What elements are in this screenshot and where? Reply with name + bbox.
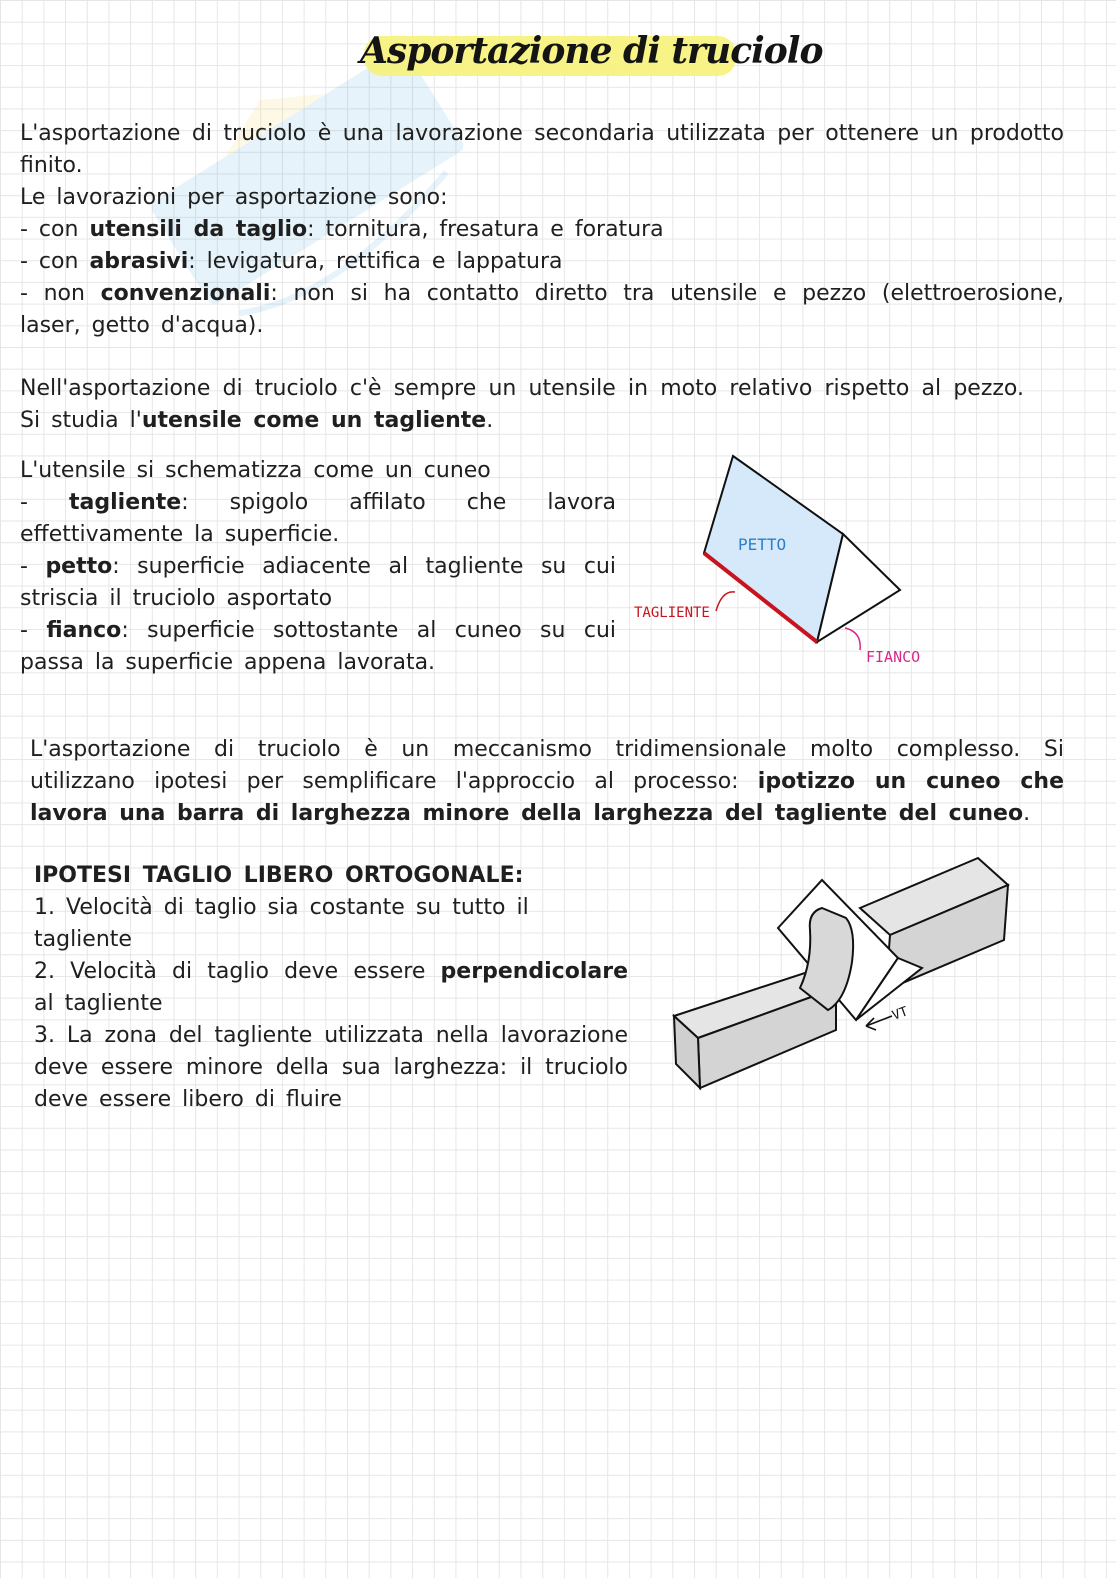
- intro-section: [20, 118, 1064, 342]
- hypothesis-item-2: 2. Velocità di taglio deve essere perpendicolare al tagliente: [34, 959, 628, 1016]
- title-highlight: [360, 24, 823, 84]
- intro-line1: L'asportazione di truciolo è una lavorazione secondaria utilizzata per ottenere un prodotto finito.: [20, 121, 1064, 178]
- wedge-item-fianco: - fianco: superficie sottostante al cuneo su cui passa la superficie appena lavorata.: [20, 618, 617, 675]
- mechanism-paragraph: L'asportazione di truciolo è un meccanismo tridimensionale molto complesso. Si utilizzano ipotesi per semplificare l'approccio al processo: ipotizzo un cuneo che lavora una barra di larghezza minore della larghezza del tagliente del cuneo.: [30, 737, 1065, 826]
- intro-line2: Le lavorazioni per asportazione sono:: [20, 185, 448, 210]
- relative-motion-paragraph: Nell'asportazione di truciolo c'è sempre un utensile in moto relativo rispetto al pezzo. Si studia l'utensile come un tagliente.: [20, 376, 1024, 433]
- page-title: Asportazione di truciolo: [360, 30, 823, 72]
- velocity-arrow: [866, 1016, 892, 1030]
- hypothesis-item-1: 1. Velocità di taglio sia costante su tutto il tagliente: [34, 895, 529, 952]
- wedge-item-petto: - petto: superficie adiacente al tagliente su cui striscia il truciolo asportato: [20, 554, 616, 611]
- label-fianco: FIANCO: [866, 648, 921, 666]
- wedge-section: [20, 455, 616, 679]
- hypothesis-heading: IPOTESI TAGLIO LIBERO ORTOGONALE:: [34, 863, 524, 888]
- fianco-pointer: [845, 628, 860, 650]
- intro-item-1: - con utensili da taglio: tornitura, fresatura e foratura: [20, 217, 664, 242]
- wedge-intro: L'utensile si schematizza come un cuneo: [20, 458, 491, 483]
- tagliente-pointer: [716, 592, 735, 611]
- label-vt: VT: [890, 1004, 911, 1024]
- intro-item-3: - non convenzionali: non si ha contatto diretto tra utensile e pezzo (elettroerosione, laser, getto d'acqua).: [20, 281, 1064, 338]
- hypothesis-section: [34, 860, 628, 1116]
- intro-item-2: - con abrasivi: levigatura, rettifica e lappatura: [20, 249, 563, 274]
- hypothesis-item-3: 3. La zona del tagliente utilizzata nella lavorazione deve essere minore della sua larghezza: il truciolo deve essere libero di fluire: [34, 1023, 628, 1112]
- orthogonal-cut-diagram: [660, 850, 1020, 1100]
- wedge-item-tagliente: - tagliente: spigolo affilato che lavora effettivamente la superficie.: [20, 490, 616, 547]
- wedge-diagram: [620, 440, 950, 680]
- label-petto: PETTO: [738, 535, 787, 554]
- label-tagliente: TAGLIENTE: [634, 605, 710, 621]
